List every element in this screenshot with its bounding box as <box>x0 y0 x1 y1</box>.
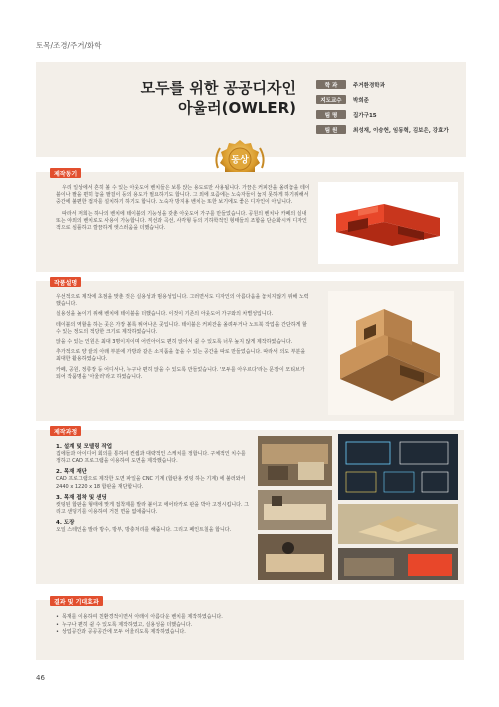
page-number: 46 <box>36 674 45 682</box>
result-item: • 누구나 편히 쉴 수 있도록 제작하였고, 실용성을 더했습니다. <box>56 622 456 630</box>
info-key: 학 과 <box>316 80 346 89</box>
result-item: • 상업공간과 공공공간에 모두 어울리도록 제작하였습니다. <box>56 629 456 637</box>
info-row-members <box>316 125 464 134</box>
section-title: 결과 및 기대효과 <box>50 596 103 606</box>
description-paragraph: 우선적으로 제작에 초점을 맞춘 것은 실용성과 범용성입니다. 그러면서도 디자인의 아름다움을 놓치지않기 위해 노력했습니다. <box>56 294 309 308</box>
info-value: 박희준 <box>353 97 369 104</box>
info-row-team-name <box>316 110 464 119</box>
info-key: 팀 원 <box>316 125 346 134</box>
motivation-paragraph-2: 따라서 저희는 하나의 벤치에 테이블의 기능성을 갖춘 아웃도어 가구를 만들었습니다. 공원의 벤치나 카페의 실내 또는 야외의 벤치로도 사용이 가능합니다. 직선과 곡선, 사각형 등의 기하학적인 형태들의 조합을 단순화시켜 디자인적으로 심플하고 깔끔하게 엣스러움을 더했습니다. <box>56 210 307 232</box>
process-section <box>36 430 464 584</box>
process-step-desc: 오일 스테인을 발라 방수, 방부, 방충처리를 해줍니다. 그리고 페인트칠을 합니다. <box>56 527 232 534</box>
title-line-2: 아울러(OWLER) <box>178 99 296 117</box>
info-row-advisor <box>316 95 464 104</box>
info-value: 주거환경학과 <box>353 82 385 89</box>
process-photo-workshop <box>258 436 332 486</box>
wooden-bench-image <box>328 291 454 415</box>
info-row-department <box>316 80 464 89</box>
category-label: 토목/조경/주거/화학 <box>36 41 102 50</box>
motivation-paragraph-1: 우리 일상에서 흔히 볼 수 있는 아웃도어 벤치들은 보통 앉는 용도로만 사용됩니다. 가끔은 커피잔을 올려놓을 테이블이나 팔을 편히 놓을 팔걸이 등의 용도가 필요하기도 합니다. 그 외에 요즘에는 노숙자들이 눕지 못하게 하기위해서 중간에 불편한 접자를 설치하기 하기도 합니다. 노숙자 방지용 벤치는 또한 보기에도 좋은 디자인이 아닙니다. <box>56 185 310 206</box>
result-item: • 목재를 이용하여 친환경적이면서 아래이 아름다운 벤치를 제작하였습니다. <box>56 614 456 622</box>
process-step-title: 4. 도장 <box>56 520 75 527</box>
title-line-1: 모두를 위한 공공디자인 <box>140 79 296 97</box>
process-step-desc: 집에들과 아이디어 회의를 통하여 컨셉과 대략적인 스케치를 정합니다. 구체적인 치수를 정하고 CAD 프로그램을 이용하여 도면을 제작했습니다. <box>56 451 246 465</box>
bench-render-image <box>318 182 458 264</box>
process-step-desc: 컷팅된 합판을 형태에 맞게 접착제를 발라 붙이고 에어타카로 판을 박아 고정시킵니다. 그리고 샌딩기를 이용하여 거친 면을 없애줍니다. <box>56 501 249 516</box>
section-title: 작품설명 <box>50 277 81 287</box>
description-section <box>36 281 464 421</box>
award-text: 동상 <box>231 155 249 166</box>
results-section <box>36 600 464 660</box>
process-photo-assembly <box>338 504 458 544</box>
process-photo-cnc <box>258 490 332 530</box>
motivation-section <box>36 172 464 272</box>
section-title: 제작동기 <box>50 168 81 178</box>
process-photo-painting <box>338 548 458 580</box>
description-paragraph: 앉을 수 있는 인원은 최대 3명이지이며 어린아이도 편히 앉아서 쉴 수 있도록 너무 높지 않게 제작하였습니다. <box>56 339 293 346</box>
process-photo-cad-drawing <box>338 434 458 500</box>
info-value: 집가구15 <box>353 112 377 119</box>
description-paragraph: 추가적으로 양 끝의 아래 부분에 가방과 같은 소지품을 놓을 수 있는 공간을 따로 만들었습니다. 따라서 의도 부분을 최대한 활용하였습니다. <box>56 349 306 363</box>
info-key: 팀 명 <box>316 110 346 119</box>
page-title <box>60 78 296 118</box>
team-info <box>316 80 464 140</box>
section-title: 제작과정 <box>50 426 81 436</box>
description-paragraph: 실용성을 높이기 위해 벤치에 테이블을 더했습니다. 이것이 기존의 아웃도어 가구와의 차별성입니다. <box>56 311 274 318</box>
process-step-title: 1. 설계 및 모델링 작업 <box>56 444 113 450</box>
description-paragraph: 카페, 공원, 정류장 등 어디서나, 누구나 편히 앉을 수 있도록 만들었습니다. '모두를 아우르다'라는 문장이 모티브가 되어 작품명을 '아울러'라고 하였습니다. <box>56 366 305 380</box>
process-step-title: 3. 목재 접착 및 샌딩 <box>56 494 107 501</box>
description-paragraph: 테이블의 역할을 하는 곳은 가장 볼록 튀어나온 곳입니다. 테이블은 커피잔을 올려두거나 노트북 작업을 간단하게 할 수 있는 정도의 적당한 크기로 제작하였습니다. <box>56 321 307 335</box>
process-photo-sanding <box>258 534 332 580</box>
process-step-title: 2. 목재 재단 <box>56 469 87 476</box>
process-step-desc: CAD 프로그램으로 제작한 도면 파일을 CNC 기계 (합판용 컷팅 하는 기계) 에 불러와서 2440 x 1220 x 18 합판을 재단합니다. <box>56 476 246 490</box>
info-key: 지도교수 <box>316 95 346 104</box>
info-value: 최성재, 이승헌, 임동혁, 김보은, 강효가 <box>353 127 449 134</box>
